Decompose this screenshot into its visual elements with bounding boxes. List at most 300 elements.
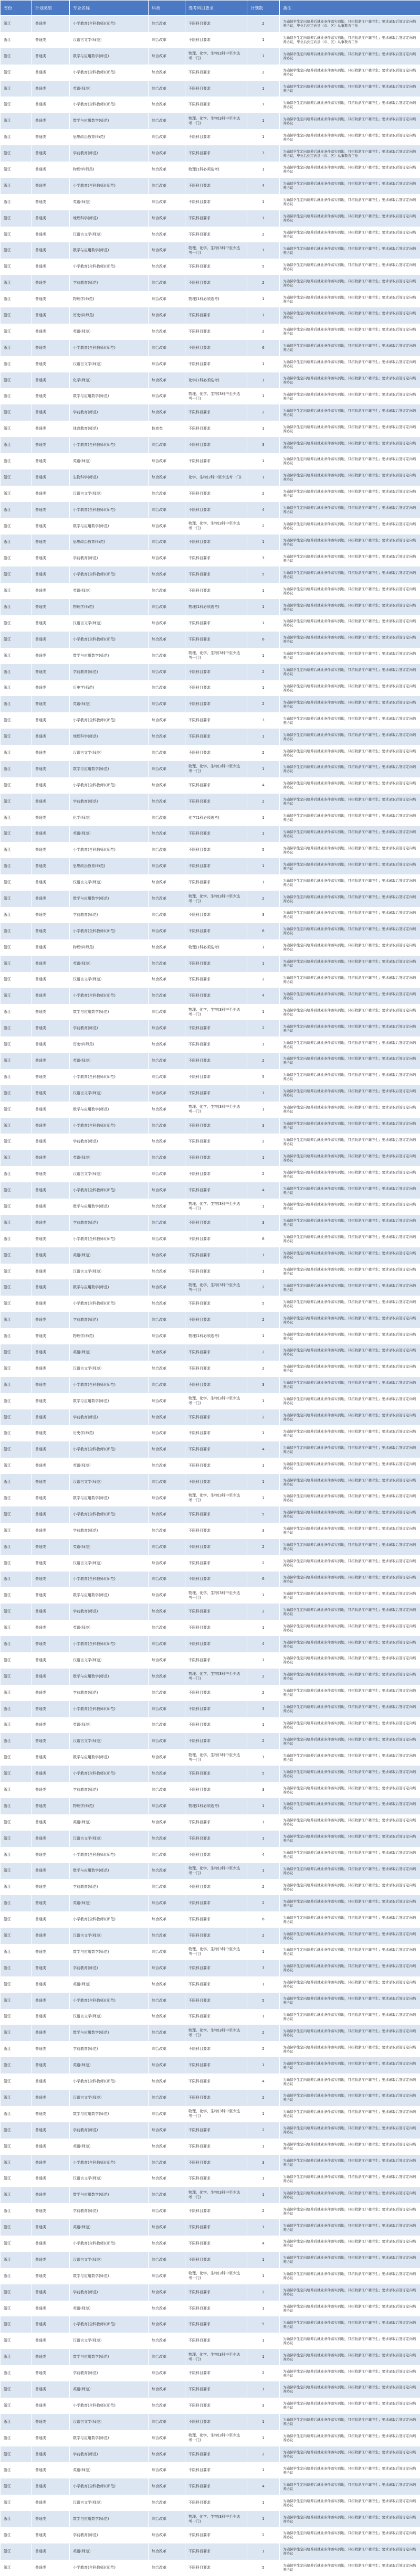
cell-province: 浙江 [1, 1766, 32, 1782]
cell-subject-requirement: 不限科目要求 [185, 404, 247, 421]
cell-category: 综合改革 [149, 1134, 185, 1150]
cell-plan-type: 普通类 [32, 1555, 70, 1572]
cell-plan-count: 6 [247, 923, 280, 939]
cell-category: 综合改革 [149, 1928, 185, 1944]
cell-category: 综合改革 [149, 1701, 185, 1717]
cell-plan-type: 普通类 [32, 1458, 70, 1474]
cell-subject-requirement: 不限科目要求 [185, 1782, 247, 1798]
cell-province: 浙江 [1, 648, 32, 664]
cell-major: 汉语言文学(师范) [70, 1928, 149, 1944]
cell-plan-type: 普通类 [32, 1393, 70, 1409]
cell-province: 浙江 [1, 1134, 32, 1150]
cell-plan-type: 普通类 [32, 2511, 70, 2527]
cell-major: 英语(师范) [70, 1458, 149, 1474]
cell-subject-requirement: 不限科目要求 [185, 1377, 247, 1393]
cell-province: 浙江 [1, 761, 32, 777]
cell-subject-requirement: 不限科目要求 [185, 566, 247, 583]
cell-remarks: 为确保学生定向培养后就业条件落实到地，只招收浙江户籍考生；要求录取后签订定向培养协议 [280, 1604, 420, 1620]
cell-category: 综合改革 [149, 145, 185, 162]
cell-major: 小学教育(全科教师)(师范) [70, 1701, 149, 1717]
cell-plan-count: 2 [247, 1928, 280, 1944]
table-row [1, 2333, 420, 2349]
cell-province: 浙江 [1, 1652, 32, 1669]
cell-subject-requirement: 不限科目要求 [185, 1036, 247, 1053]
cell-major: 数学与应用数学(师范) [70, 2187, 149, 2203]
cell-province: 浙江 [1, 1425, 32, 1441]
cell-plan-count: 1 [247, 453, 280, 469]
cell-category: 综合改革 [149, 1166, 185, 1182]
cell-remarks: 为确保学生定向培养后就业条件落实到地，只招收浙江户籍考生；要求录取后签订定向培养协议 [280, 307, 420, 324]
cell-category: 综合改革 [149, 1102, 185, 1118]
cell-subject-requirement: 不限科目要求 [185, 1425, 247, 1441]
table-row [1, 615, 420, 632]
cell-plan-count: 2 [247, 2041, 280, 2057]
cell-plan-count: 1 [247, 210, 280, 227]
cell-major: 学前教育(师范) [70, 664, 149, 680]
cell-major: 数学与应用数学(师范) [70, 1199, 149, 1215]
table-row [1, 858, 420, 874]
cell-major: 学前教育(师范) [70, 1020, 149, 1036]
cell-major: 小学教育(全科教师)(师范) [70, 1847, 149, 1863]
table-row [1, 275, 420, 291]
cell-plan-count: 2 [247, 2527, 280, 2543]
cell-subject-requirement: 不限科目要求 [185, 1879, 247, 1895]
cell-category: 综合改革 [149, 2268, 185, 2284]
table-row [1, 356, 420, 372]
cell-plan-type: 普通类 [32, 1053, 70, 1069]
cell-remarks: 为确保学生定向培养后就业条件落实到地，只招收浙江户籍考生；要求录取后签订定向培养协议 [280, 1555, 420, 1572]
table-row [1, 745, 420, 761]
table-row [1, 1053, 420, 1069]
table-row [1, 1409, 420, 1426]
cell-plan-type: 普通类 [32, 32, 70, 48]
cell-subject-requirement: 不限科目要求 [185, 2333, 247, 2349]
cell-subject-requirement: 不限科目要求 [185, 1344, 247, 1361]
cell-province: 浙江 [1, 550, 32, 566]
cell-major: 学前教育(师范) [70, 1134, 149, 1150]
cell-subject-requirement: 不限科目要求 [185, 1685, 247, 1701]
cell-plan-type: 普通类 [32, 1539, 70, 1555]
table-row [1, 2543, 420, 2560]
cell-major: 历史学(师范) [70, 680, 149, 697]
cell-category: 综合改革 [149, 599, 185, 615]
table-row [1, 65, 420, 81]
table-row [1, 1798, 420, 1814]
cell-major: 数学与应用数学(师范) [70, 1587, 149, 1604]
cell-plan-count: 2 [247, 1361, 280, 1377]
cell-category: 综合改革 [149, 1377, 185, 1393]
cell-province: 浙江 [1, 518, 32, 535]
cell-subject-requirement: 物理、化学、生物(3科中至少选考一门) [185, 518, 247, 535]
cell-remarks: 为确保学生定向培养后就业条件落实到地，只招收浙江户籍考生；要求录取后签订定向培养协议 [280, 2543, 420, 2560]
cell-province: 浙江 [1, 2527, 32, 2543]
cell-plan-type: 普通类 [32, 891, 70, 907]
cell-category: 综合改革 [149, 65, 185, 81]
cell-plan-count: 1 [247, 1004, 280, 1020]
cell-remarks: 为确保学生定向培养后就业条件落实到地，只招收浙江户籍考生；要求录取后签订定向培养协议 [280, 761, 420, 777]
cell-plan-count: 2 [247, 745, 280, 761]
cell-plan-type: 普通类 [32, 1572, 70, 1588]
cell-plan-count: 1 [247, 356, 280, 372]
cell-category: 综合改革 [149, 1652, 185, 1669]
cell-plan-count: 1 [247, 858, 280, 874]
cell-subject-requirement: 不限科目要求 [185, 2090, 247, 2106]
cell-category: 综合改革 [149, 2543, 185, 2560]
cell-major: 汉语言文学(师范) [70, 745, 149, 761]
cell-plan-type: 普通类 [32, 2543, 70, 2560]
cell-major: 小学教育(全科教师)(师范) [70, 1506, 149, 1523]
cell-subject-requirement: 不限科目要求 [185, 1506, 247, 1523]
cell-plan-count: 2 [247, 1053, 280, 1069]
cell-subject-requirement: 不限科目要求 [185, 1814, 247, 1831]
table-row [1, 988, 420, 1004]
cell-category: 综合改革 [149, 2041, 185, 2057]
cell-category: 综合改革 [149, 826, 185, 842]
cell-category: 综合改革 [149, 1523, 185, 1539]
cell-plan-type: 普通类 [32, 2462, 70, 2478]
cell-remarks: 为确保学生定向培养后就业条件落实到地，只招收浙江户籍考生；要求录取后签订定向培养协议 [280, 178, 420, 194]
cell-remarks: 为确保学生定向培养后就业条件落实到地，只招收浙江户籍考生；要求录取后签订定向培养协议 [280, 2155, 420, 2171]
cell-major: 小学教育(全科教师)(师范) [70, 1572, 149, 1588]
cell-subject-requirement: 不限科目要求 [185, 502, 247, 518]
cell-plan-type: 普通类 [32, 2155, 70, 2171]
cell-category: 综合改革 [149, 502, 185, 518]
cell-plan-type: 普通类 [32, 113, 70, 129]
cell-province: 浙江 [1, 745, 32, 761]
cell-plan-count: 1 [247, 1798, 280, 1814]
table-row [1, 1636, 420, 1652]
cell-major: 英语(师范) [70, 1895, 149, 1911]
cell-plan-type: 普通类 [32, 2219, 70, 2236]
cell-major: 物理学(师范) [70, 1328, 149, 1344]
cell-major: 汉语言文学(师范) [70, 356, 149, 372]
cell-major: 汉语言文学(师范) [70, 227, 149, 243]
cell-plan-type: 普通类 [32, 421, 70, 437]
cell-province: 浙江 [1, 1102, 32, 1118]
cell-category: 综合改革 [149, 696, 185, 712]
cell-subject-requirement: 不限科目要求 [185, 680, 247, 697]
table-row [1, 1717, 420, 1734]
cell-province: 浙江 [1, 1636, 32, 1652]
cell-major: 数学与应用数学(师范) [70, 518, 149, 535]
cell-plan-count: 4 [247, 2478, 280, 2495]
cell-remarks: 为确保学生定向培养后就业条件落实到地，只招收浙江户籍考生；要求录取后签订定向培养协议 [280, 486, 420, 502]
cell-subject-requirement: 物理、化学、生物(3科中至少选考一门) [185, 1102, 247, 1118]
cell-major: 小学教育(全科教师)(师范) [70, 340, 149, 356]
cell-major: 汉语言文学(师范) [70, 2171, 149, 2187]
cell-plan-type: 普通类 [32, 65, 70, 81]
cell-plan-count: 1 [247, 2268, 280, 2284]
cell-remarks: 为确保学生定向培养后就业条件落实到地，只招收浙江户籍考生；要求录取后签订定向培养协议 [280, 502, 420, 518]
table-row [1, 2381, 420, 2398]
cell-subject-requirement: 不限科目要求 [185, 2301, 247, 2317]
cell-major: 学前教育(师范) [70, 1879, 149, 1895]
cell-subject-requirement: 物理、化学、生物(3科中至少选考一门) [185, 1944, 247, 1960]
cell-plan-count: 1 [247, 2139, 280, 2155]
cell-plan-count: 2 [247, 664, 280, 680]
cell-province: 浙江 [1, 923, 32, 939]
cell-major: 历史学(师范) [70, 1036, 149, 1053]
cell-subject-requirement: 不限科目要求 [185, 2203, 247, 2219]
cell-plan-type: 普通类 [32, 2009, 70, 2025]
table-row [1, 502, 420, 518]
table-row [1, 1393, 420, 1409]
cell-subject-requirement: 不限科目要求 [185, 2219, 247, 2236]
cell-subject-requirement: 不限科目要求 [185, 2009, 247, 2025]
cell-province: 浙江 [1, 988, 32, 1004]
cell-remarks: 为确保学生定向培养后就业条件落实到地，只招收浙江户籍考生；要求录取后签订定向培养协议 [280, 1150, 420, 1166]
cell-category: 综合改革 [149, 1425, 185, 1441]
table-body [1, 16, 420, 2576]
cell-plan-count: 1 [247, 372, 280, 389]
table-row [1, 1782, 420, 1798]
cell-category: 综合改革 [149, 1085, 185, 1102]
column-header-remarks: 备注 [280, 1, 420, 16]
cell-plan-count: 4 [247, 2073, 280, 2090]
cell-major: 小学教育(全科教师)(师范) [70, 842, 149, 858]
cell-subject-requirement: 不限科目要求 [185, 1960, 247, 1976]
cell-category: 综合改革 [149, 1685, 185, 1701]
cell-remarks: 为确保学生定向培养后就业条件落实到地，只招收浙江户籍考生；要求录取后签订定向培养协议 [280, 566, 420, 583]
cell-plan-count: 1 [247, 826, 280, 842]
cell-category: 综合改革 [149, 1361, 185, 1377]
cell-remarks: 为确保学生定向培养后就业条件落实到地，只招收浙江户籍考生；要求录取后签订定向培养协议 [280, 1182, 420, 1199]
cell-plan-type: 普通类 [32, 777, 70, 794]
cell-plan-count: 1 [247, 1102, 280, 1118]
cell-remarks: 为确保学生定向培养后就业条件落实到地，只招收浙江户籍考生；要求录取后签订定向培养协议 [280, 1118, 420, 1134]
cell-province: 浙江 [1, 129, 32, 145]
cell-province: 浙江 [1, 2171, 32, 2187]
cell-subject-requirement: 化学(1科必须选考) [185, 372, 247, 389]
cell-subject-requirement: 不限科目要求 [185, 2041, 247, 2057]
cell-category: 综合改革 [149, 680, 185, 697]
table-row [1, 648, 420, 664]
cell-subject-requirement: 不限科目要求 [185, 988, 247, 1004]
cell-province: 浙江 [1, 1166, 32, 1182]
table-row [1, 842, 420, 858]
cell-major: 数学与应用数学(师范) [70, 2349, 149, 2365]
cell-major: 数学与应用数学(师范) [70, 761, 149, 777]
cell-category: 综合改革 [149, 2446, 185, 2463]
cell-category: 综合改革 [149, 2316, 185, 2333]
cell-province: 浙江 [1, 2041, 32, 2057]
cell-category: 综合改革 [149, 1458, 185, 1474]
cell-plan-type: 普通类 [32, 1036, 70, 1053]
cell-major: 英语(师范) [70, 1976, 149, 1993]
cell-subject-requirement: 物理、化学、生物(3科中至少选考一门) [185, 2349, 247, 2365]
table-row [1, 1036, 420, 1053]
cell-plan-type: 普通类 [32, 2171, 70, 2187]
cell-remarks: 为确保学生定向培养后就业条件落实到地，只招收浙江户籍考生；要求录取后签订定向培养协议 [280, 2365, 420, 2381]
table-row [1, 1620, 420, 1636]
cell-province: 浙江 [1, 1669, 32, 1685]
cell-province: 浙江 [1, 729, 32, 745]
cell-remarks: 为确保学生定向培养后就业条件落实到地，只招收浙江户籍考生；要求录取后签订定向培养协议 [280, 2349, 420, 2365]
cell-plan-type: 普通类 [32, 2025, 70, 2041]
cell-plan-count: 4 [247, 1182, 280, 1199]
cell-plan-count: 1 [247, 1085, 280, 1102]
cell-subject-requirement: 不限科目要求 [185, 2398, 247, 2414]
cell-plan-count: 1 [247, 469, 280, 486]
cell-category: 综合改革 [149, 178, 185, 194]
cell-category: 综合改革 [149, 162, 185, 178]
table-row [1, 1895, 420, 1911]
table-row [1, 486, 420, 502]
cell-remarks: 为确保学生定向培养后就业条件落实到地，只招收浙江户籍考生；要求录取后签订定向培养协议 [280, 2236, 420, 2252]
cell-major: 汉语言文学(师范) [70, 1264, 149, 1280]
cell-province: 浙江 [1, 1993, 32, 2009]
table-row [1, 1102, 420, 1118]
cell-category: 综合改革 [149, 1814, 185, 1831]
cell-plan-count: 4 [247, 1847, 280, 1863]
cell-remarks: 为确保学生定向培养后就业条件落实到地，只招收浙江户籍考生；要求录取后签订定向培养协议 [280, 1928, 420, 1944]
cell-remarks: 为确保学生定向培养后就业条件落实到地，只招收浙江户籍考生；要求录取后签订定向培养协议 [280, 259, 420, 275]
cell-remarks: 为确保学生定向培养后就业条件落实到地，只招收浙江户籍考生；要求录取后签订定向培养协议 [280, 1102, 420, 1118]
table-row [1, 2203, 420, 2219]
cell-plan-type: 普通类 [32, 291, 70, 307]
column-header-province: 省份 [1, 1, 32, 16]
cell-major: 学前教育(师范) [70, 1312, 149, 1328]
cell-category: 综合改革 [149, 2333, 185, 2349]
cell-plan-count: 6 [247, 1231, 280, 1247]
table-row [1, 1572, 420, 1588]
cell-province: 浙江 [1, 1215, 32, 1231]
cell-major: 英语(师范) [70, 956, 149, 972]
cell-province: 浙江 [1, 469, 32, 486]
table-row [1, 1993, 420, 2009]
cell-major: 数学与应用数学(师范) [70, 113, 149, 129]
cell-category: 综合改革 [149, 1587, 185, 1604]
table-row [1, 2316, 420, 2333]
cell-remarks: 为确保学生定向培养后就业条件落实到地，只招收浙江户籍考生；要求录取后签订定向培养协议 [280, 1425, 420, 1441]
cell-plan-count: 1 [247, 2009, 280, 2025]
cell-remarks: 为确保学生定向培养后就业条件落实到地，只招收浙江户籍考生；要求录取后签订定向培养协议 [280, 1134, 420, 1150]
cell-province: 浙江 [1, 1085, 32, 1102]
cell-subject-requirement: 物理(1科必须选考) [185, 1798, 247, 1814]
table-row [1, 2236, 420, 2252]
cell-plan-type: 普通类 [32, 1911, 70, 1928]
cell-major: 化学(师范) [70, 372, 149, 389]
cell-province: 浙江 [1, 340, 32, 356]
cell-plan-count: 1 [247, 2252, 280, 2268]
cell-remarks: 为确保学生定向培养后就业条件落实到地，只招收浙江户籍考生；要求录取后签订定向培养协议 [280, 1036, 420, 1053]
cell-plan-type: 普通类 [32, 194, 70, 210]
cell-remarks: 为确保学生定向培养后就业条件落实到地，只招收浙江户籍考生；要求录取后签订定向培养协议 [280, 2381, 420, 2398]
cell-province: 浙江 [1, 275, 32, 291]
cell-major: 汉语言文学(师范) [70, 1361, 149, 1377]
cell-remarks: 为确保学生定向培养后就业条件落实到地，只招收浙江户籍考生；要求录取后签订定向培养协议 [280, 1993, 420, 2009]
cell-plan-count: 5 [247, 1296, 280, 1312]
cell-plan-type: 普通类 [32, 1020, 70, 1036]
cell-plan-count: 1 [247, 1717, 280, 1734]
cell-major: 数学与应用数学(师范) [70, 1004, 149, 1020]
table-row [1, 1199, 420, 1215]
cell-subject-requirement: 不限科目要求 [185, 275, 247, 291]
cell-remarks: 为确保学生定向培养后就业条件落实到地，只招收浙江户籍考生；要求录取后签订定向培养协议 [280, 956, 420, 972]
cell-subject-requirement: 物理、化学、生物(3科中至少选考一门) [185, 1863, 247, 1879]
cell-plan-type: 普通类 [32, 1166, 70, 1182]
cell-plan-count: 2 [247, 404, 280, 421]
cell-major: 汉语言文学(师范) [70, 1085, 149, 1102]
cell-major: 汉语言文学(师范) [70, 1831, 149, 1847]
cell-subject-requirement: 物理、化学、生物(3科中至少选考一门) [185, 2187, 247, 2203]
cell-province: 浙江 [1, 1004, 32, 1020]
cell-major: 物理学(师范) [70, 162, 149, 178]
cell-plan-count: 1 [247, 1814, 280, 1831]
cell-plan-count: 1 [247, 535, 280, 551]
cell-province: 浙江 [1, 680, 32, 697]
cell-plan-type: 普通类 [32, 178, 70, 194]
table-row [1, 1069, 420, 1085]
cell-major: 数学与应用数学(师范) [70, 1102, 149, 1118]
cell-plan-type: 普通类 [32, 2139, 70, 2155]
cell-remarks: 为确保学生定向培养后就业条件落实到地，只招收浙江户籍考生；要求录取后签订定向培养协议 [280, 2268, 420, 2284]
cell-subject-requirement: 不限科目要求 [185, 550, 247, 566]
cell-remarks: 为确保学生定向培养后就业条件落实到地，只招收浙江户籍考生；要求录取后签订定向培养协议 [280, 1831, 420, 1847]
cell-category: 综合改革 [149, 129, 185, 145]
table-row [1, 2025, 420, 2041]
cell-major: 学前教育(师范) [70, 1782, 149, 1798]
cell-plan-type: 普通类 [32, 518, 70, 535]
cell-remarks: 为确保学生定向培养后就业条件落实到地，只招收浙江户籍考生；要求录取后签订定向培养协议 [280, 923, 420, 939]
cell-province: 浙江 [1, 956, 32, 972]
cell-plan-type: 普通类 [32, 2284, 70, 2301]
table-row [1, 923, 420, 939]
cell-plan-count: 1 [247, 874, 280, 891]
table-row [1, 469, 420, 486]
cell-subject-requirement: 物理、化学、生物(3科中至少选考一门) [185, 1587, 247, 1604]
cell-province: 浙江 [1, 291, 32, 307]
table-row [1, 32, 420, 48]
cell-remarks: 为确保学生定向培养后就业条件落实到地，只招收浙江户籍考生；要求录取后签订定向培养协议 [280, 1490, 420, 1506]
cell-province: 浙江 [1, 1441, 32, 1458]
cell-remarks: 为确保学生定向培养后就业条件落实到地，只招收浙江户籍考生；要求录取后签订定向培养协议 [280, 2219, 420, 2236]
cell-plan-count: 4 [247, 1441, 280, 1458]
cell-plan-count: 1 [247, 648, 280, 664]
cell-major: 学前教育(师范) [70, 2122, 149, 2139]
table-row [1, 2527, 420, 2543]
cell-remarks: 为确保学生定向培养后就业条件落实到地，只招收浙江户籍考生；要求录取后签订定向培养协议 [280, 1539, 420, 1555]
table-row [1, 1604, 420, 1620]
cell-plan-count: 5 [247, 1069, 280, 1085]
column-header-plan-type: 计划类型 [32, 1, 70, 16]
cell-subject-requirement: 不限科目要求 [185, 1150, 247, 1166]
table-row [1, 550, 420, 566]
cell-plan-type: 普通类 [32, 1669, 70, 1685]
cell-subject-requirement: 物理(1科必须选考) [185, 939, 247, 956]
cell-remarks: 为确保学生定向培养后就业条件落实到地，只招收浙江户籍考生；要求录取后签订定向培养协议 [280, 2284, 420, 2301]
cell-plan-count: 2 [247, 2284, 280, 2301]
cell-plan-type: 普通类 [32, 1199, 70, 1215]
table-row [1, 437, 420, 453]
cell-plan-count: 2 [247, 794, 280, 810]
cell-remarks: 为确保学生定向培养后就业条件落实到地，只招收浙江户籍考生；要求录取后签订定向培养协议 [280, 1636, 420, 1652]
cell-plan-type: 普通类 [32, 1847, 70, 1863]
cell-subject-requirement: 不限科目要求 [185, 2414, 247, 2430]
table-row [1, 794, 420, 810]
cell-major: 物理学(师范) [70, 599, 149, 615]
table-row [1, 2155, 420, 2171]
table-row [1, 1150, 420, 1166]
cell-category: 综合改革 [149, 356, 185, 372]
cell-remarks: 为确保学生定向培养后就业条件落实到地，只招收浙江户籍考生；要求录取后签订定向培养协议 [280, 1085, 420, 1102]
cell-province: 浙江 [1, 1231, 32, 1247]
cell-category: 综合改革 [149, 583, 185, 599]
cell-category: 综合改革 [149, 1944, 185, 1960]
cell-remarks: 为确保学生定向培养后就业条件落实到地，只招收浙江户籍考生；要求录取后签订定向培养协议 [280, 227, 420, 243]
cell-category: 综合改革 [149, 891, 185, 907]
cell-major: 小学教育(全科教师)(师范) [70, 2316, 149, 2333]
